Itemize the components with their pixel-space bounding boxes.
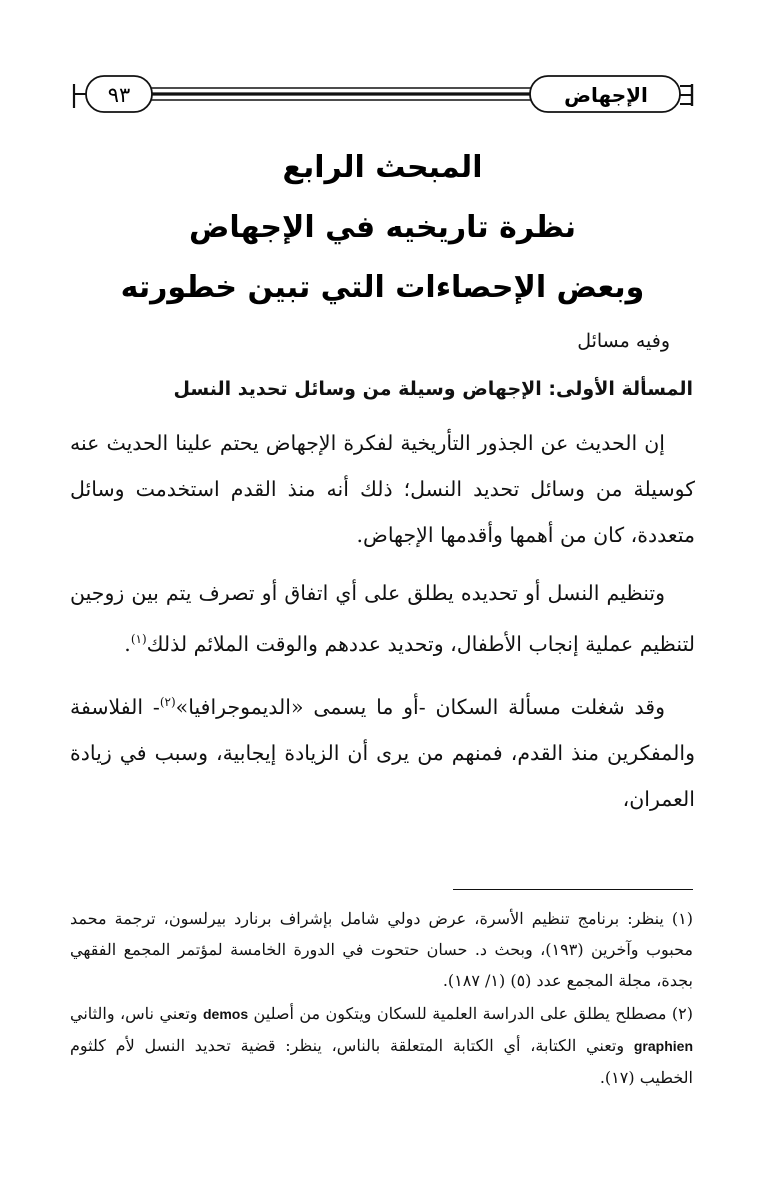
section-subtitle-2: وبعض الإحصاءات التي تبين خطورته — [120, 270, 645, 305]
paragraph-tail: . — [124, 631, 131, 656]
body-text — [70, 420, 695, 834]
paragraph-3 — [70, 679, 695, 822]
running-header — [68, 70, 698, 126]
chapter-title: الإجهاض — [564, 83, 648, 107]
footnote-1: (١) ينظر: برنامج تنظيم الأسرة، عرض دولي شامل بإشراف برنارد بيرلسون، ترجمة محمد محبوب وآخرين (١٩٣)، وبحث د. حسان حتحوت في الدورة الخامسة لمؤتمر المجمع الفقهي بجدة، مجلة المجمع عدد (٥) (١/ ١٨٧). — [70, 909, 693, 990]
paragraph-text: إن الحديث عن الجذور التأريخية لفكرة الإجهاض يحتم علينا الحديث عنه كوسيلة من وسائل تحديد النسل؛ ذلك أنه منذ القدم استخدمت وسائل متعددة، كان من أهمها وأقدمها الإجهاض. — [70, 431, 695, 547]
latin-term: demos — [202, 1006, 249, 1022]
paragraph-text: وقد شغلت مسألة السكان -أو ما يسمى «الديموجرافيا» — [175, 694, 666, 719]
paragraph-1 — [70, 420, 695, 558]
footnote-text: (٢) مصطلح يطلق على الدراسة العلمية للسكان ويتكون من أصلين — [248, 1004, 693, 1023]
intro-line: وفيه مسائل — [577, 330, 670, 352]
footnote-separator — [453, 889, 693, 890]
issue-heading: المسألة الأولى: الإجهاض وسيلة من وسائل تحديد النسل — [173, 378, 693, 400]
footnote-text: وتعني الكتابة، أي الكتابة المتعلقة بالناس، ينظر: قضية تحديد النسل لأم كلثوم الخطيب (١٧). — [70, 1036, 693, 1087]
footnote-ref[interactable]: (١) — [130, 632, 147, 646]
section-subtitle: نظرة تاريخيه في الإجهاض — [189, 210, 576, 245]
page-number: ٩٣ — [107, 83, 131, 107]
section-title: المبحث الرابع — [282, 150, 483, 185]
section-titles — [60, 138, 705, 318]
paragraph-text: وتنظيم النسل أو تحديده يطلق على أي اتفاق أو تصرف يتم بين زوجين لتنظيم عملية إنجاب الأطفال، وتحديد عددهم والوقت الملائم لذلك — [70, 581, 695, 656]
paragraph-text-continued: - الفلاسفة والمفكرين منذ القدم، فمنهم من يرى أن الزيادة إيجابية، وسبب في زيادة العمران، — [70, 694, 695, 811]
paragraph-2 — [70, 570, 695, 667]
footnote-text: وتعني ناس، والثاني — [70, 1004, 203, 1023]
footnote-ref[interactable]: (٢) — [159, 694, 176, 709]
footnote-2 — [70, 998, 693, 1093]
latin-term: graphien — [633, 1038, 693, 1054]
footnotes — [70, 903, 693, 1095]
